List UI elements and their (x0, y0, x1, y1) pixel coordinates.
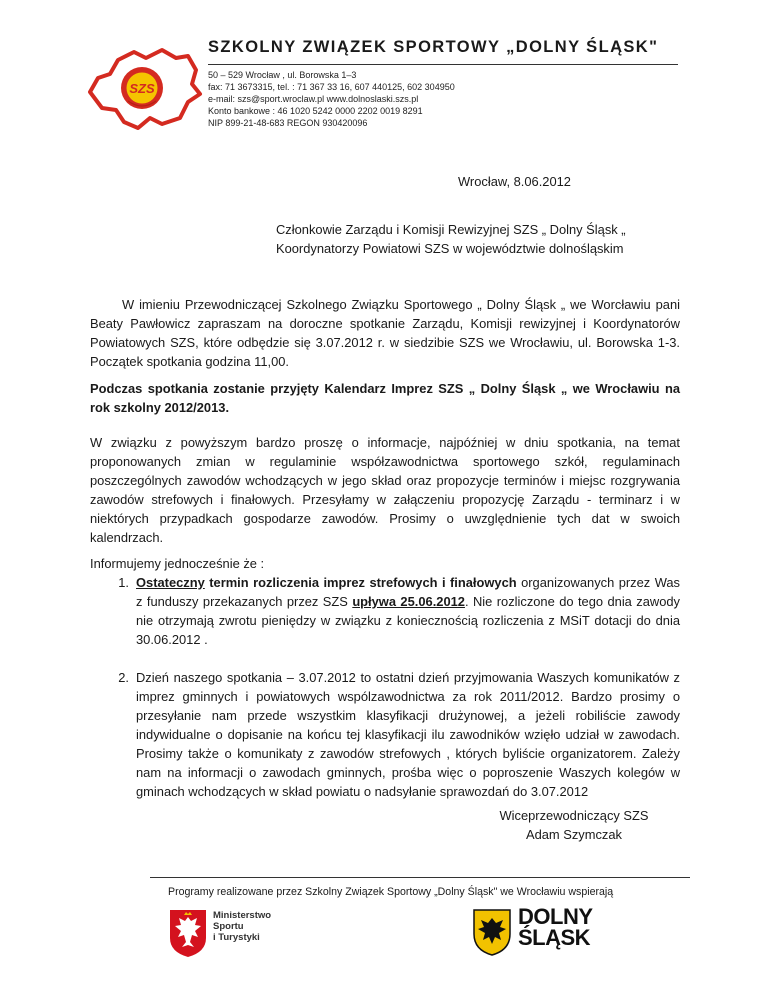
emphasis-underlined: Ostateczny (136, 575, 205, 590)
header-email-web: e-mail: szs@sport.wroclaw.pl www.dolnoslaski.szs.pl (208, 94, 419, 104)
list-item (90, 573, 680, 649)
dolny-slask-shield-icon (472, 908, 512, 956)
recipient-line: Członkowie Zarządu i Komisji Rewizyjnej SZS „ Dolny Śląsk „ (276, 222, 626, 237)
footer-divider (150, 877, 690, 878)
signature-name: Adam Szymczak (526, 827, 622, 842)
list-number: 1. (118, 575, 129, 590)
deadline-emphasis: upływa 25.06.2012 (352, 594, 465, 609)
calendar-paragraph: Podczas spotkania zostanie przyjęty Kalendarz Imprez SZS „ Dolny Śląsk „ we Wrocławiu na rok szkolny 2012/2013. (90, 381, 680, 415)
list-item (90, 668, 680, 801)
list-text: Ostateczny termin rozliczenia imprez strefowych i finałowych organizowanych przez Was z funduszy przekazanych przez SZS upływa 25.06.2012. Nie rozliczone do tego dnia zawody nie otrzymają zwrotu pieniędzy w związku z koniecznością rozliczenia z MSiT dotacji do dnia 30.06.2012 . (136, 575, 680, 647)
request-paragraph: W związku z powyższym bardzo proszę o informacje, najpóźniej w dniu spotkania, na temat proponowanych zmian w regulaminie współzawodnictwa sportowego szkół, regulaminach poszczególnych zawodów wchodzących w jego skład oraz propozycje terminów i miejsc rozgrywania zawodów strefowych i finałowych. Przesyłamy w załączeniu propozycję Zarządu - terminarz i w niektórych przypadkach gospodarze zawodów. Prosimy o uwzględnienie tych dat w swoich kalendrzach. (90, 435, 680, 545)
ministry-logo-text: Ministerstwo Sportu i Turystyki (213, 910, 272, 943)
signature-block (490, 806, 658, 844)
szs-logo (84, 38, 204, 134)
letter-date: Wrocław, 8.06.2012 (458, 174, 571, 189)
header-divider (208, 64, 678, 65)
eagle-emblem-icon (168, 908, 208, 958)
invitation-paragraph: W imieniu Przewodniczącej Szkolnego Związku Sportowego „ Dolny Śląsk „ we Worcławiu pani Beaty Pawłowicz zapraszam na doroczne spotkanie Zarządu, Komisji rewizyjnej i Koordynatorów Powiatowych SZS, które odbędzie się 3.07.2012 r. w siedzibie SZS we Wrocławiu, ul. Borowska 1-3. Początek spotkania godzina 11,00. (90, 297, 680, 369)
dolny-slask-logo-text: DOLNY ŚLĄSK (518, 904, 593, 950)
signature-title: Wiceprzewodniczący SZS (499, 808, 649, 823)
svg-text:SZS: SZS (129, 81, 155, 96)
recipient-line: Koordynatorzy Powiatowi SZS w województwie dolnośląskim (276, 241, 624, 256)
list-text: Dzień naszego spotkania – 3.07.2012 to ostatni dzień przyjmowania Waszych komunikatów z imprez gminnych i powiatowych wspólzawodnictwa za rok 2011/2012. Bardzo prosimy o przesyłanie nam przede wszystkim klasyfikacji drużynowej, a jeżeli robiliście zawody indywidualne o dopisanie na końcu tej klasyfikacji ilu zawodników wzięło udział w zawodach. Prosimy także o komunikaty z zawodów strefowych , których byliście organizatorem. Zależy nam na informacji o zawodach gminnych, prośba więc o poproszenie Waszych kolegów w gminach wchodzących w skład powiatu o nadsyłanie sprawozdań do 3.07.2012 (136, 670, 680, 799)
header-nip-regon: NIP 899-21-48-683 REGON 930420096 (208, 118, 368, 128)
header-address: 50 – 529 Wrocław , ul. Borowska 1–3 (208, 70, 357, 80)
inform-intro: Informujemy jednocześnie że : (90, 556, 265, 571)
header-phone: fax: 71 3673315, tel. : 71 367 33 16, 607 440125, 602 304950 (208, 82, 455, 92)
emphasis-bold: termin rozliczenia imprez strefowych i finałowych (204, 575, 517, 590)
organization-name: SZKOLNY ZWIĄZEK SPORTOWY „DOLNY ŚLĄSK" (208, 38, 659, 56)
footer-supporters-text: Programy realizowane przez Szkolny Związek Sportowy „Dolny Śląsk" we Wrocławiu wspierają (168, 886, 614, 898)
list-number: 2. (118, 670, 129, 685)
header-bank-account: Konto bankowe : 46 1020 5242 0000 2202 0019 8291 (208, 106, 423, 116)
recipients-block (276, 220, 626, 258)
